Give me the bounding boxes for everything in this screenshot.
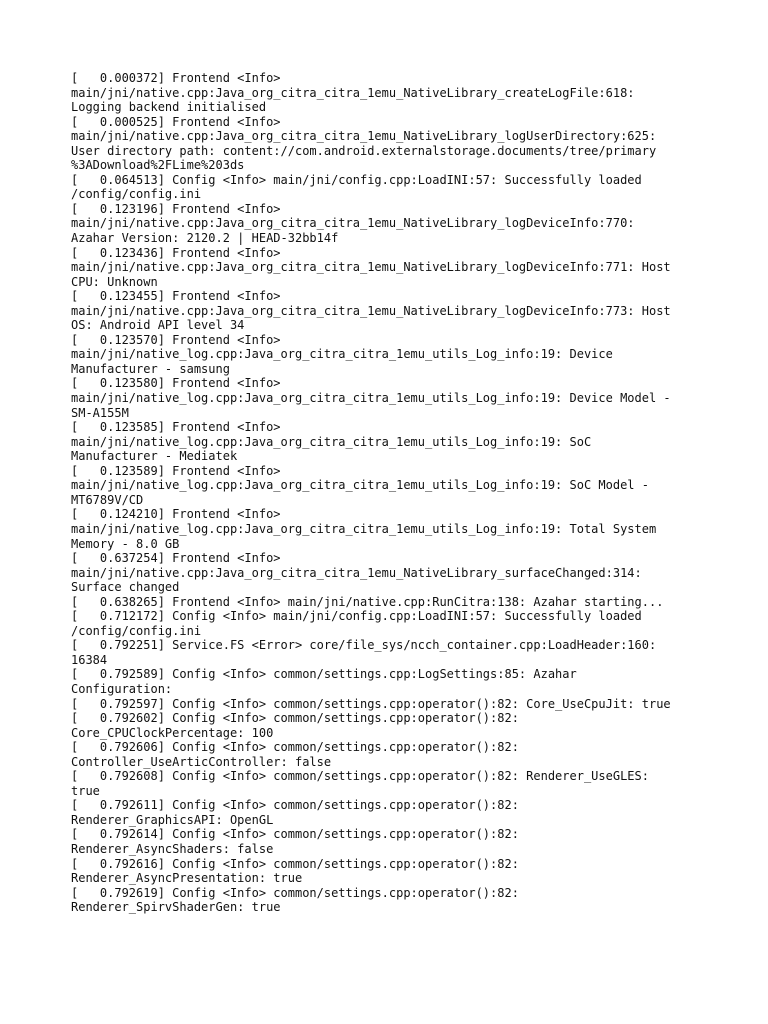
log-line: [ 0.792589] Config <Info> common/settings.cpp:LogSettings:85: Azahar [71, 667, 577, 682]
log-line: [ 0.123436] Frontend <Info> [71, 245, 281, 260]
log-line: main/jni/native.cpp:Java_org_citra_citra_1emu_NativeLibrary_surfaceChanged:314: [71, 565, 642, 580]
log-line: [ 0.064513] Config <Info> main/jni/config.cpp:LoadINI:57: Successfully loaded [71, 172, 642, 187]
log-line: /config/config.ini [71, 187, 202, 202]
log-line: main/jni/native_log.cpp:Java_org_citra_citra_1emu_utils_Log_info:19: Total System [71, 521, 657, 536]
log-line: Manufacturer - samsung [71, 361, 230, 376]
log-line: [ 0.792251] Service.FS <Error> core/file_sys/ncch_container.cpp:LoadHeader:160: [71, 638, 657, 653]
log-line: Core_CPUClockPercentage: 100 [71, 725, 274, 740]
log-line: Controller_UseArticController: false [71, 754, 332, 769]
log-line: Logging backend initialised [71, 100, 267, 115]
log-line: main/jni/native.cpp:Java_org_citra_citra_1emu_NativeLibrary_logDeviceInfo:771: Host [71, 260, 671, 275]
log-line: User directory path: content://com.android.externalstorage.documents/tree/primary [71, 143, 657, 158]
log-line: Azahar Version: 2120.2 | HEAD-32bb14f [71, 231, 339, 246]
log-line: 16384 [71, 652, 108, 667]
log-line: CPU: Unknown [71, 274, 158, 289]
log-text-block [71, 71, 711, 915]
log-line: Renderer_AsyncPresentation: true [71, 871, 303, 886]
log-line: main/jni/native.cpp:Java_org_citra_citra_1emu_NativeLibrary_createLogFile:618: [71, 85, 635, 100]
log-line: [ 0.000372] Frontend <Info> [71, 71, 281, 85]
log-line: [ 0.792619] Config <Info> common/settings.cpp:operator():82: [71, 885, 519, 900]
log-line: [ 0.792608] Config <Info> common/settings.cpp:operator():82: Renderer_UseGLES: [71, 769, 649, 784]
log-line: [ 0.123580] Frontend <Info> [71, 376, 281, 391]
log-line: Memory - 8.0 GB [71, 536, 180, 551]
log-line: Renderer_SpirvShaderGen: true [71, 900, 281, 915]
log-line: [ 0.123570] Frontend <Info> [71, 332, 281, 347]
log-line: main/jni/native_log.cpp:Java_org_citra_citra_1emu_utils_Log_info:19: SoC [71, 434, 592, 449]
log-line: SM-A155M [71, 405, 129, 420]
log-line: main/jni/native_log.cpp:Java_org_citra_citra_1emu_utils_Log_info:19: SoC Model - [71, 478, 649, 493]
log-line: [ 0.792602] Config <Info> common/settings.cpp:operator():82: [71, 711, 519, 726]
log-line: [ 0.124210] Frontend <Info> [71, 507, 281, 522]
log-line: [ 0.792614] Config <Info> common/settings.cpp:operator():82: [71, 827, 519, 842]
log-line: [ 0.712172] Config <Info> main/jni/config.cpp:LoadINI:57: Successfully loaded [71, 609, 642, 624]
log-line: Configuration: [71, 681, 173, 696]
log-line: Manufacturer - Mediatek [71, 449, 238, 464]
log-line: main/jni/native.cpp:Java_org_citra_citra_1emu_NativeLibrary_logUserDirectory:625: [71, 129, 657, 144]
log-line: MT6789V/CD [71, 492, 144, 507]
log-line: main/jni/native.cpp:Java_org_citra_citra_1emu_NativeLibrary_logDeviceInfo:770: [71, 216, 635, 231]
log-line: [ 0.123196] Frontend <Info> [71, 201, 281, 216]
log-line: Surface changed [71, 580, 180, 595]
log-line: Renderer_AsyncShaders: false [71, 841, 274, 856]
log-line: %3ADownload%2FLime%203ds [71, 158, 245, 173]
log-line: main/jni/native.cpp:Java_org_citra_citra_1emu_NativeLibrary_logDeviceInfo:773: Host [71, 303, 671, 318]
log-line: /config/config.ini [71, 623, 202, 638]
log-line: [ 0.792597] Config <Info> common/settings.cpp:operator():82: Core_UseCpuJit: true [71, 696, 671, 711]
log-line: [ 0.123585] Frontend <Info> [71, 420, 281, 435]
log-line: [ 0.792616] Config <Info> common/settings.cpp:operator():82: [71, 856, 519, 871]
log-line: [ 0.638265] Frontend <Info> main/jni/native.cpp:RunCitra:138: Azahar starting... [71, 594, 664, 609]
log-line: main/jni/native_log.cpp:Java_org_citra_citra_1emu_utils_Log_info:19: Device [71, 347, 613, 362]
log-line: main/jni/native_log.cpp:Java_org_citra_citra_1emu_utils_Log_info:19: Device Model - [71, 391, 671, 406]
log-line: [ 0.792606] Config <Info> common/settings.cpp:operator():82: [71, 740, 519, 755]
log-line: [ 0.123589] Frontend <Info> [71, 463, 281, 478]
log-line: [ 0.637254] Frontend <Info> [71, 551, 281, 566]
log-line: Renderer_GraphicsAPI: OpenGL [71, 812, 274, 827]
log-line: [ 0.123455] Frontend <Info> [71, 289, 281, 304]
log-line: OS: Android API level 34 [71, 318, 245, 333]
log-line: [ 0.792611] Config <Info> common/settings.cpp:operator():82: [71, 798, 519, 813]
log-line: true [71, 783, 100, 798]
log-line: [ 0.000525] Frontend <Info> [71, 114, 281, 129]
